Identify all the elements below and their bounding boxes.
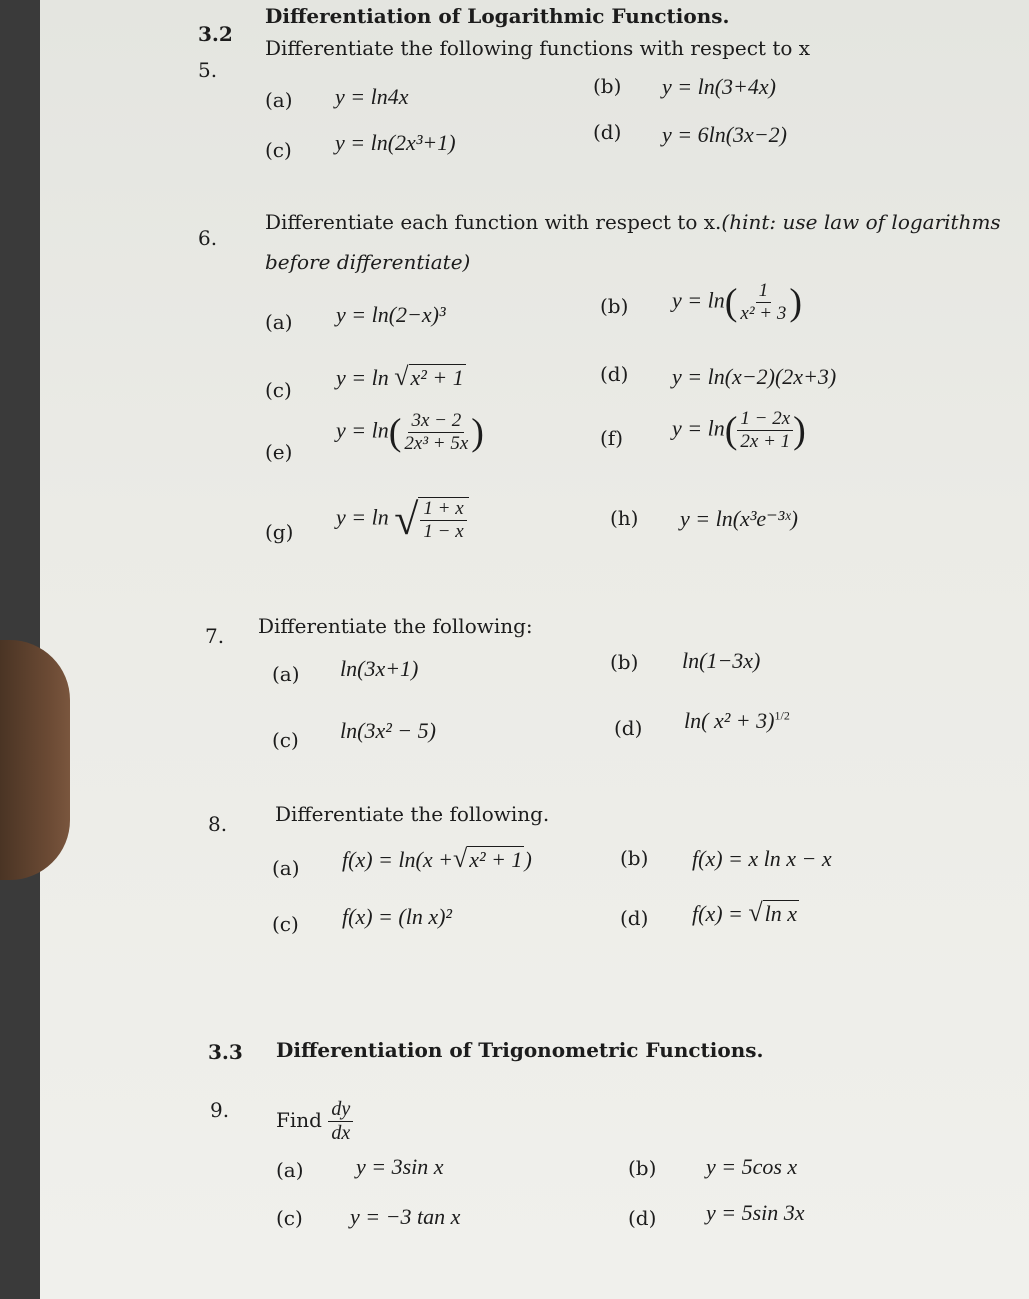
part-label: (b) bbox=[600, 294, 629, 318]
expression: ln( x² + 3)$^{1/2}$ bbox=[684, 708, 790, 733]
question-number: 8. bbox=[208, 812, 228, 836]
question-number: 9. bbox=[210, 1098, 230, 1122]
expression: y = 5cos x bbox=[706, 1154, 798, 1179]
expression: f(x) = x ln x − x bbox=[692, 846, 832, 871]
expression: y = ln( $\frac{3x - 2}{\text{2x³ + 5x}}$ ) bbox=[336, 410, 484, 454]
fraction: $\frac{3x - 2}{\text{2x³ + 5x}}$ bbox=[404, 410, 469, 454]
part-label: (h) bbox=[610, 506, 639, 530]
expression: y = ln(3+4x) bbox=[662, 74, 776, 99]
question-number: 6. bbox=[198, 226, 218, 250]
prompt-main: Differentiate each function with respect to x. bbox=[265, 210, 722, 234]
part-label: (c) bbox=[272, 728, 299, 752]
expression: y = ln( $\frac{1}{\text{x² + 3}}$ ) bbox=[672, 280, 802, 324]
part-label: (a) bbox=[265, 310, 293, 334]
part-label: (b) bbox=[620, 846, 649, 870]
expression: y = ln √ $\frac{1 + x}{1 - x}$ bbox=[336, 494, 469, 545]
expression: f(x) = (ln x)² bbox=[342, 904, 452, 929]
radicand: x² + 1 bbox=[410, 365, 464, 390]
part-label: (b) bbox=[593, 74, 622, 98]
expression: y = 5sin 3x bbox=[706, 1200, 805, 1225]
expression: y = ln(2−x)³ bbox=[336, 302, 446, 327]
question-number: 5. bbox=[198, 58, 218, 82]
part-label: (a) bbox=[276, 1158, 304, 1182]
derivative-fraction: $\frac{dy}{dx}$ bbox=[328, 1098, 353, 1145]
expression: y = ln(x³e⁻³ˣ) bbox=[680, 506, 798, 531]
part-label: (c) bbox=[265, 378, 292, 402]
prompt-continuation: before differentiate) bbox=[265, 250, 471, 274]
thumb bbox=[0, 640, 70, 880]
exponent: 1/2 bbox=[774, 708, 790, 723]
part-label: (d) bbox=[620, 906, 649, 930]
section-title: Differentiation of Logarithmic Functions. bbox=[265, 4, 730, 28]
fraction: $\frac{1}{\text{x² + 3}}$ bbox=[740, 280, 787, 324]
prompt-hint: (hint: use law of logarithms bbox=[721, 210, 1001, 234]
radicand: x² + 1 bbox=[469, 847, 523, 872]
radicand: ln x bbox=[764, 901, 798, 926]
expression: ln(1−3x) bbox=[682, 648, 761, 673]
expression: ln(3x² − 5) bbox=[340, 718, 436, 743]
expression: ln(3x+1) bbox=[340, 656, 419, 681]
part-label: (a) bbox=[272, 856, 300, 880]
question-prompt: Find $\frac{dy}{dx}$ bbox=[276, 1098, 353, 1145]
expression: y = 6ln(3x−2) bbox=[662, 122, 787, 147]
fraction: $\frac{1 - 2x}{2x + 1}$ bbox=[737, 408, 793, 453]
section-title: Differentiation of Trigonometric Functions. bbox=[276, 1038, 764, 1062]
part-label: (f) bbox=[600, 426, 624, 450]
part-label: (g) bbox=[265, 520, 294, 544]
part-label: (e) bbox=[265, 440, 293, 464]
question-prompt: Differentiate the following. bbox=[275, 802, 550, 826]
part-label: (d) bbox=[614, 716, 643, 740]
expression-prefix: y = ln bbox=[672, 287, 725, 313]
expression: y = ln √x² + 1 bbox=[336, 362, 464, 391]
expression: y = ln( $\frac{1 - 2x}{2x + 1}$ ) bbox=[672, 408, 806, 452]
expression: y = ln(2x³+1) bbox=[335, 130, 456, 155]
part-label: (b) bbox=[610, 650, 639, 674]
expression: f(x) = ln(x +√x² + 1) bbox=[342, 844, 532, 873]
part-label: (d) bbox=[593, 120, 622, 144]
expression: y = 3sin x bbox=[356, 1154, 444, 1179]
worksheet-page bbox=[40, 0, 1029, 1299]
fraction: $\frac{1 + x}{1 - x}$ bbox=[418, 497, 468, 543]
part-label: (d) bbox=[600, 362, 629, 386]
expression: y = ln(x−2)(2x+3) bbox=[672, 364, 837, 389]
section-number: 3.2 bbox=[198, 22, 233, 46]
expression: y = −3 tan x bbox=[350, 1204, 461, 1229]
question-prompt bbox=[265, 210, 1001, 234]
expression: f(x) = √ln x bbox=[692, 898, 798, 927]
expression: y = ln4x bbox=[335, 84, 409, 109]
question-prompt: Differentiate the following: bbox=[258, 614, 533, 638]
part-label: (c) bbox=[276, 1206, 303, 1230]
question-number: 7. bbox=[205, 624, 225, 648]
section-number: 3.3 bbox=[208, 1040, 243, 1064]
part-label: (a) bbox=[272, 662, 300, 686]
part-label: (c) bbox=[265, 138, 292, 162]
part-label: (b) bbox=[628, 1156, 657, 1180]
question-prompt: Differentiate the following functions with respect to x bbox=[265, 36, 811, 60]
part-label: (a) bbox=[265, 88, 293, 112]
part-label: (c) bbox=[272, 912, 299, 936]
part-label: (d) bbox=[628, 1206, 657, 1230]
